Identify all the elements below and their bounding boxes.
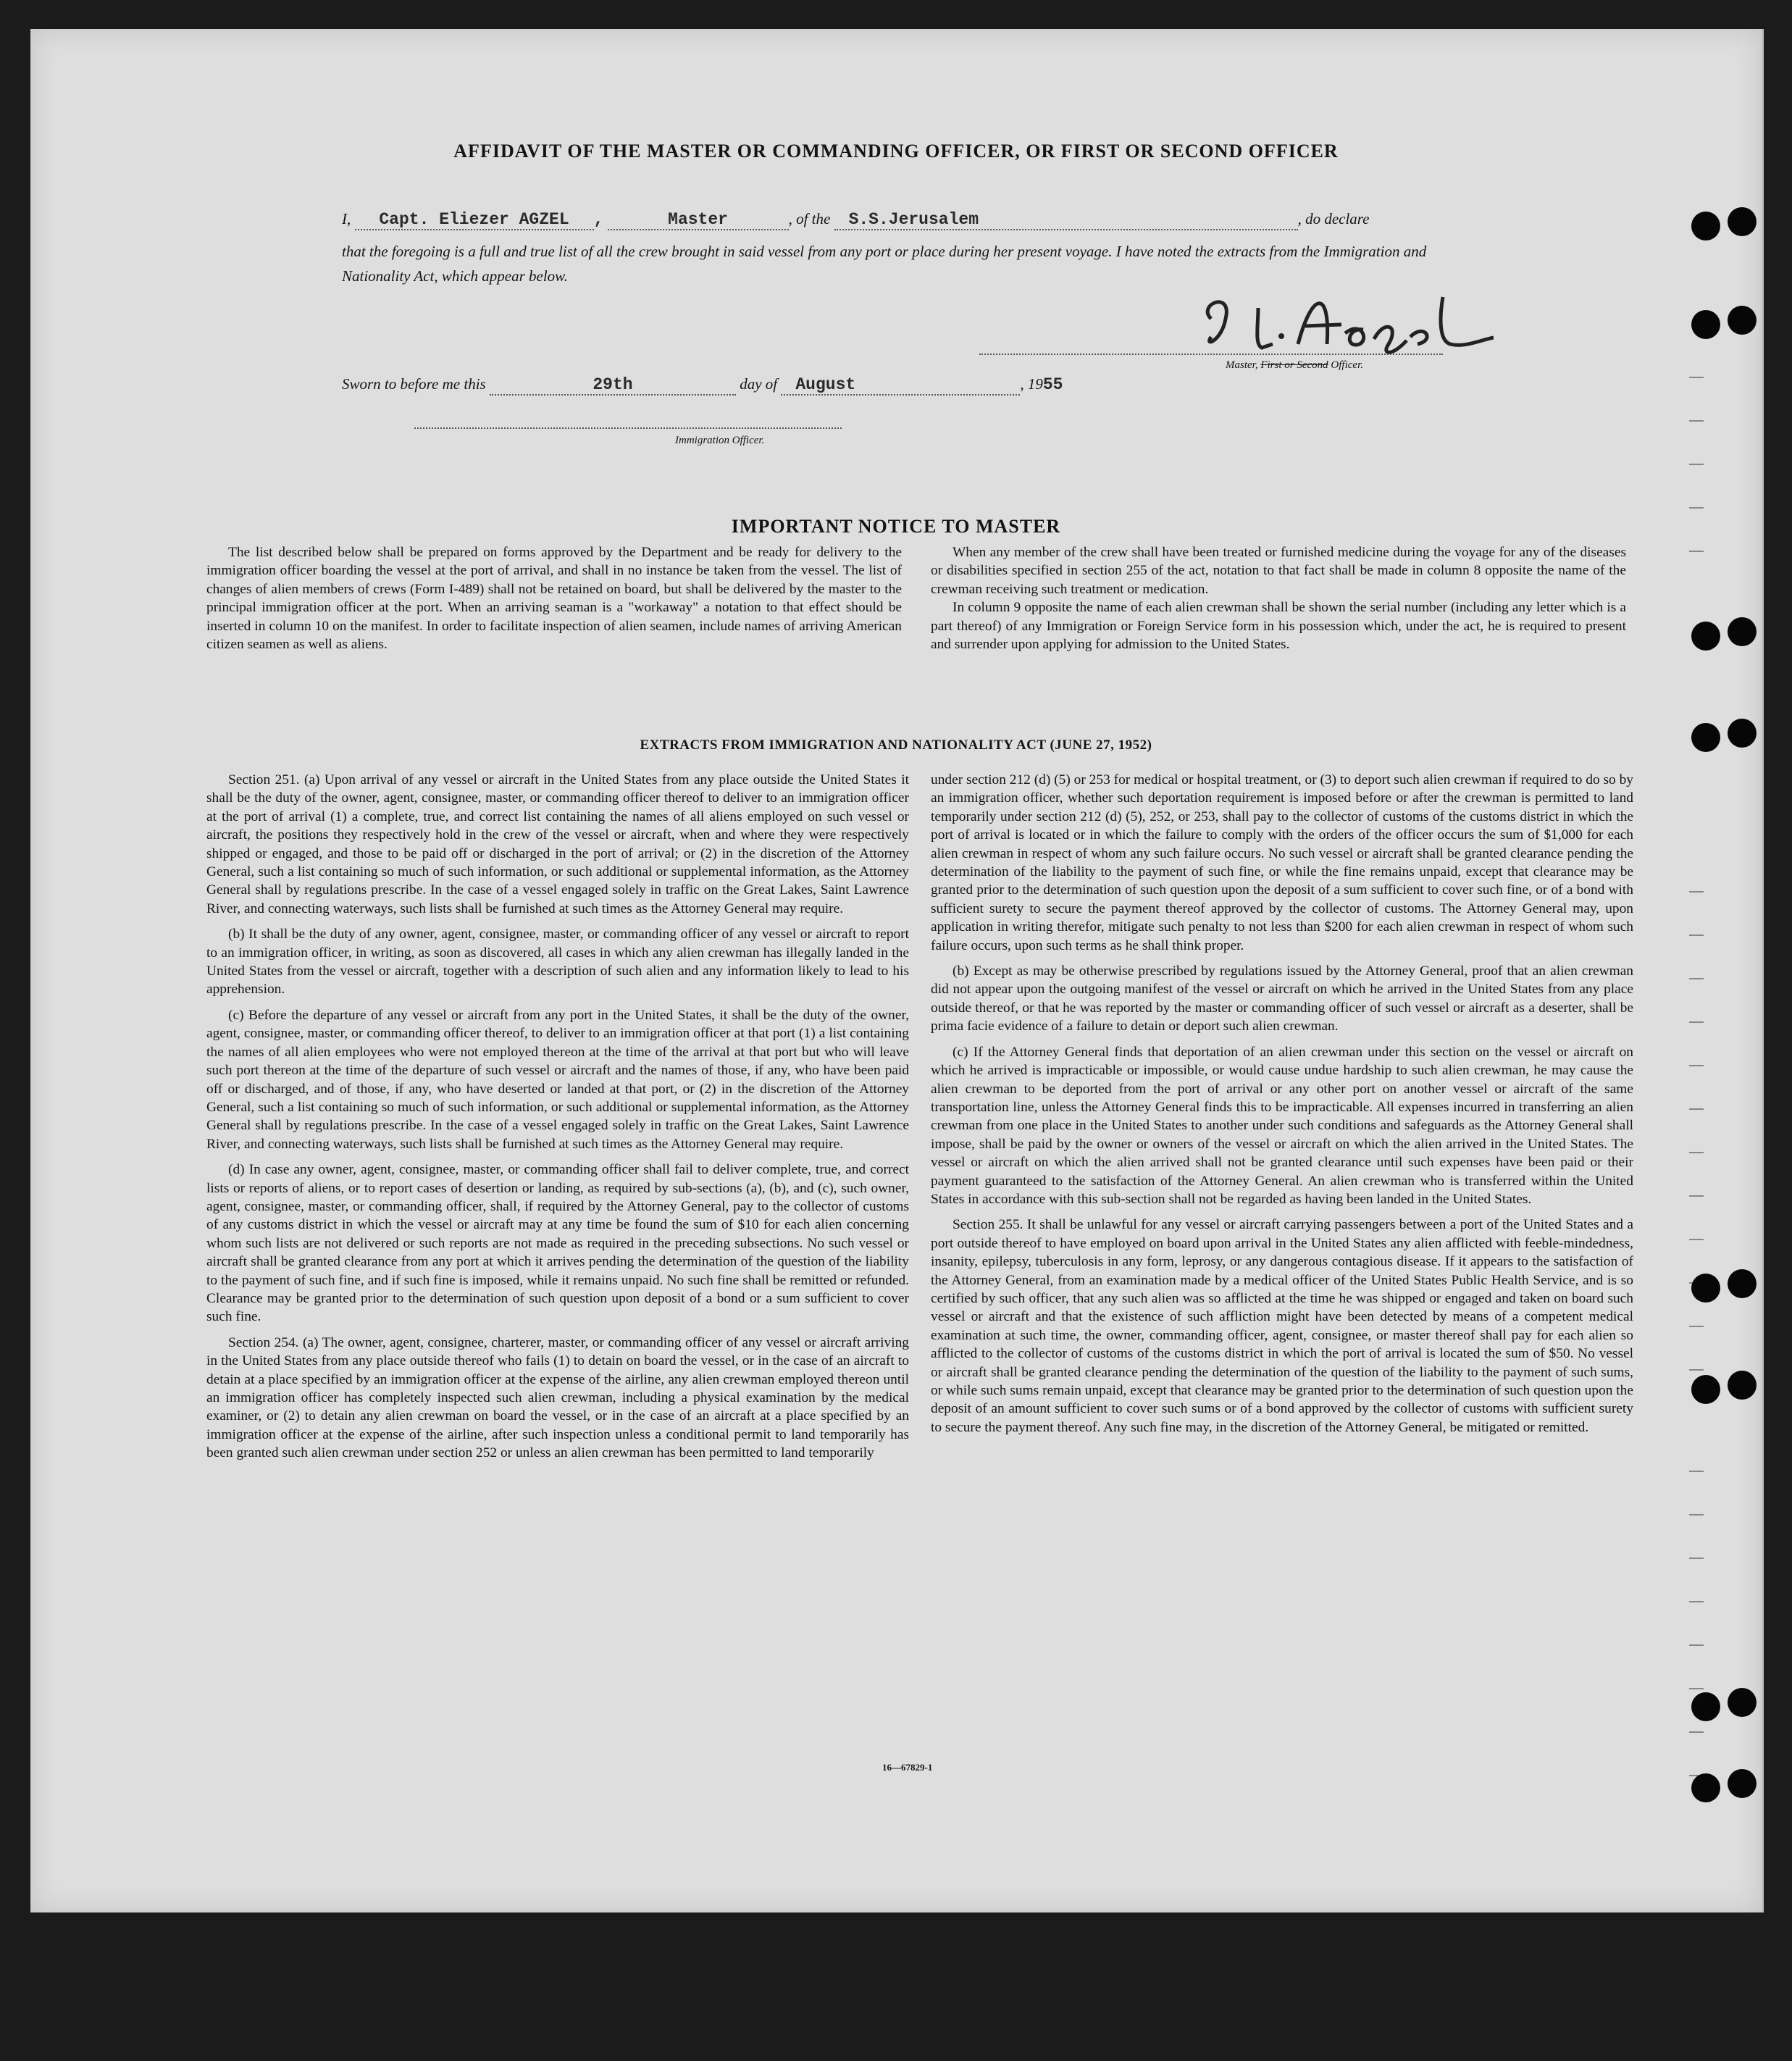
notice-left-column: [206, 543, 902, 653]
punch-hole: [1728, 306, 1757, 335]
vessel-name: S.S.Jerusalem: [834, 210, 1298, 230]
punch-hole: [1691, 1773, 1720, 1802]
immigration-officer-line: [414, 427, 842, 429]
document-page: [30, 29, 1762, 1912]
notice-title: IMPORTANT NOTICE TO MASTER: [731, 516, 1061, 537]
do-declare-label: , do declare: [1297, 210, 1370, 227]
sworn-month: August: [781, 375, 1020, 396]
margin-tick: [1689, 1514, 1704, 1516]
caption-officer: Officer.: [1331, 359, 1363, 371]
margin-tick: [1689, 1326, 1704, 1327]
margin-tick: [1689, 1152, 1704, 1153]
master-name: Capt. Eliezer AGZEL: [355, 210, 594, 230]
margin-tick: [1689, 464, 1704, 465]
extracts-title: EXTRACTS FROM IMMIGRATION AND NATIONALITY ACT (JUNE 27, 1952): [640, 737, 1152, 753]
section-254a-continued: under section 212 (d) (5) or 253 for medical or hospital treatment, or (3) to deport such alien crewman if required to do so by an immigration officer, whether such deportation requirement is imposed before or after the crewman is permitted to land temporarily under section 212 (d) (5), 252, or 253, shall pay to the collector of customs of the customs district in which the port of arrival is located or in which the failure to comply with the orders of the officer occurs the sum of $1,000 for each alien crewman in respect of whom any such failure occurs. No such vessel or aircraft shall be granted clearance pending the determination of the liability to the payment of such fine, or while the fine remains unpaid, except that clearance may be granted prior to the determination of such question upon the deposit of a sum sufficient to cover such fine, or of a bond with sufficient surety to secure the payment thereof approved by the collector of customs. The Attorney General may, upon application in writing therefor, mitigate such penalty to not less than $200 for each alien crewman in respect of whom such failure occurs, upon such terms as he shall think proper.: [931, 772, 1633, 953]
margin-tick: [1689, 978, 1704, 979]
punch-hole: [1691, 310, 1720, 339]
section-251c: (c) Before the departure of any vessel or aircraft from any port in the United States, it shall be the duty of the owner, agent, consignee, master, or commanding officer thereof, to deliver to an immigration officer at that port (1) a list containing the names of all alien employees who were not employed thereon at the time of the arrival at that port but who will leave such port thereon at the time of the departure of such vessel or aircraft and the names of those, if any, who have been paid off or discharged, and of those, if any, who have deserted or landed at that port, or (2) in the discretion of the Attorney General, such a list containing so much of such information, or such additional or supplemental information, as the Attorney General shall by regulations prescribe. In the case of a vessel engaged solely in traffic on the Great Lakes, Saint Lawrence River, and connecting waterways, such lists shall be furnished at such times as the Attorney General may require.: [206, 1007, 909, 1152]
notice-right-column: [931, 543, 1626, 653]
section-254b: (b) Except as may be otherwise prescribed by regulations issued by the Attorney General, proof that an alien crewman did not appear upon the outgoing manifest of the vessel or aircraft on which he arrived in the United States from any place outside thereof, or that he was reported by the master or commanding officer of such vessel or aircraft as a deserter, shall be prima facie evidence of a failure to detain or deport such alien crewman.: [931, 963, 1633, 1034]
margin-tick: [1689, 1644, 1704, 1646]
sworn-label: Sworn to before me this: [342, 375, 486, 393]
signature-caption: [1226, 359, 1363, 372]
year-prefix: , 19: [1020, 375, 1043, 393]
margin-tick: [1689, 1471, 1704, 1472]
declaration-line: [342, 210, 1515, 230]
punch-hole: [1691, 1274, 1720, 1303]
punch-hole: [1691, 723, 1720, 752]
sworn-day: 29th: [490, 375, 736, 396]
notice-left-paragraph: The list described below shall be prepared on forms approved by the Department and be ready for delivery to the immigration officer boarding the vessel at the port of arrival, and shall in no instance be taken from the vessel. The list of changes of alien members of crews (Form I-489) shall not be retained on board, but shall be delivered by the master to the principal immigration officer at the port. When an arriving seaman is a "workaway" a notation to that effect should be inserted in column 10 on the manifest. In order to facilitate inspection of alien seamen, include names of arriving American citizen seamen as well as aliens.: [206, 545, 902, 653]
margin-tick: [1689, 507, 1704, 509]
section-254a: Section 254. (a) The owner, agent, consignee, charterer, master, or commanding officer of any vessel or aircraft arriving in the United States from any place outside thereof who fails (1) to detain on board the vessel, or in the case of an aircraft to detain at a place specified by an immigration officer at the expense of the airline, any alien crewman employed thereon until an immigration officer has completely inspected such alien crewman, including a physical examination by the medical examiner, or (2) to detain any alien crewman on board the vessel, or in the case of an aircraft at a place specified by an immigration officer at the expense of the airline, after such inspection unless a conditional permit to land temporarily has been granted such alien crewman under section 252 or unless an alien crewman has been permitted to land temporarily: [206, 1334, 909, 1461]
day-of-label: day of: [740, 375, 778, 393]
immigration-officer-caption: Immigration Officer.: [675, 435, 765, 446]
caption-struck: First or Second: [1260, 359, 1328, 371]
punch-hole: [1728, 1371, 1757, 1400]
margin-tick: [1689, 551, 1704, 552]
section-255: Section 255. It shall be unlawful for any vessel or aircraft carrying passengers between a port of the United States and a port outside thereof to have employed on board upon arrival in the United States any alien afflicted with feeble-mindedness, insanity, epilepsy, tuberculosis in any form, leprosy, or any dangerous contagious disease. If it appears to the satisfaction of the Attorney General, from an examination made by a medical officer of the United States Public Health Service, and is so certified by such officer, that any such alien was so afflicted at the time he was shipped or engaged and taken on board such vessel or aircraft and that the existence of such affliction might have been detected by means of a competent medical examination at such time, the owner, commanding officer, agent, consignee, or master thereof shall pay for each alien so afflicted to the collector of customs of the customs district in which the port of arrival is located the sum of $50. No vessel or aircraft shall be granted clearance pending the determination of the question of the liability to the payment of such sums, or while such sums remain unpaid, except that clearance may be granted prior to the determination of such question upon the deposit of an amount sufficient to cover such sums or of a bond approved by the collector of customs with sufficient surety to secure the payment thereof. Any such fine may, in the discretion of the Attorney General, be mitigated or remitted.: [931, 1217, 1633, 1435]
margin-tick: [1689, 1021, 1704, 1023]
section-251d: (d) In case any owner, agent, consignee, master, or commanding officer shall fail to deliver complete, true, and correct lists or reports of aliens, or to report cases of desertion or landing, as required by sub-sections (a), (b), and (c), such owner, agent, consignee, master, or commanding officer, shall, if required by the Attorney General, pay to the collector of customs of any customs district in which the vessel or aircraft may at any time be found the sum of $10 for each alien concerning whom such lists are not delivered or such reports are not made as required in the preceding subsections. No such vessel or aircraft shall be granted clearance from any port at which it arrives pending the determination of the question of the liability to the payment of such fine, and if such fine is imposed, while it remains unpaid. No such fine shall be remitted or refunded. Clearance may be granted prior to the determination of such question upon deposit of a bond or a sum sufficient to cover such fine.: [206, 1162, 909, 1325]
section-254c: (c) If the Attorney General finds that deportation of an alien crewman under this section on the vessel or aircraft on which he arrived is impracticable or impossible, or would cause undue hardship to such alien crewman, he may cause the alien crewman to be deported from the port of arrival or any other port on another vessel or aircraft of the same transportation line, unless the Attorney General finds this to be impracticable. All expenses incurred in transferring an alien crewman from one place in the United States to another under such conditions and safeguards as the Attorney General shall impose, shall be paid by the owner or owners of the vessel or aircraft on which the alien arrived in the United States. The vessel or aircraft on which the alien arrived shall not be granted clearance until such expenses have been paid or their payment guaranteed to the satisfaction of the Attorney General. An alien crewman who is transferred within the United States in accordance with this sub-section shall not be regarded as having been landed in the United States.: [931, 1044, 1633, 1207]
section-251b: (b) It shall be the duty of any owner, agent, consignee, master, or commanding officer of any vessel or aircraft to report to an immigration officer, in writing, as soon as discovered, all cases in which any alien crewman has illegally landed in the United States from the vessel or aircraft, together with a description of such alien and any information likely to lead to his apprehension.: [206, 927, 909, 998]
caption-master: Master,: [1226, 359, 1258, 371]
margin-tick: [1689, 1195, 1704, 1197]
section-251a: Section 251. (a) Upon arrival of any vessel or aircraft in the United States from any place outside the United States it shall be the duty of the owner, agent, consignee, master, or commanding officer thereof to deliver to an immigration officer at the port of arrival (1) a complete, true, and correct list containing the names of all aliens employed on such vessel or aircraft, the positions they respectively hold in the crew of the vessel or aircraft, when and where they were respectively shipped or engaged, and those to be paid off or discharged in the port of arrival; or (2) in the discretion of the Attorney General, such a list containing so much of such information, or such additional or supplemental information, as the Attorney General shall by regulations prescribe. In the case of a vessel engaged solely in traffic on the Great Lakes, Saint Lawrence River, and connecting waterways, such lists shall be furnished at such times as the Attorney General may require.: [206, 772, 909, 916]
margin-tick: [1689, 1108, 1704, 1110]
margin-tick: [1689, 891, 1704, 892]
punch-hole: [1728, 1769, 1757, 1798]
punch-hole: [1728, 1688, 1757, 1717]
margin-tick: [1689, 1601, 1704, 1602]
punch-hole: [1691, 1375, 1720, 1404]
notice-right-paragraph-2: In column 9 opposite the name of each alien crewman shall be shown the serial number (including any letter which is a part thereof) of any Immigration or Foreign Service form in his possession which, under the act, he is required to present and surrender upon applying for admission to the United States.: [931, 600, 1626, 653]
margin-tick: [1689, 377, 1704, 378]
master-rank: Master: [608, 210, 789, 230]
extracts-right-column: [931, 771, 1633, 1437]
name-comma: ,: [593, 210, 604, 229]
form-number: 16—67829-1: [882, 1762, 933, 1773]
declaration-i: I,: [342, 210, 351, 227]
page-edge: [1762, 29, 1764, 1912]
punch-hole: [1691, 622, 1720, 651]
sworn-year: 55: [1042, 375, 1063, 394]
master-signature: [1189, 275, 1494, 369]
margin-tick: [1689, 1731, 1704, 1733]
declaration-text: that the foregoing is a full and true list of all the crew brought in said vessel from any port or place during her present voyage. I have noted the extracts from the Immigration and Nationality Act, which appear below.: [342, 243, 1427, 285]
punch-hole: [1728, 1269, 1757, 1298]
margin-tick: [1689, 1239, 1704, 1240]
signature-line: [979, 354, 1443, 355]
margin-tick: [1689, 1369, 1704, 1371]
margin-tick: [1689, 1558, 1704, 1559]
margin-tick: [1689, 1688, 1704, 1689]
margin-tick: [1689, 1065, 1704, 1066]
of-the-label: , of the: [788, 210, 831, 227]
margin-tick: [1689, 420, 1704, 422]
sworn-line: [342, 375, 1063, 396]
punch-hole: [1691, 212, 1720, 241]
notice-right-paragraph-1: When any member of the crew shall have been treated or furnished medicine during the voyage for any of the diseases or disabilities specified in section 255 of the act, notation to that fact shall be made in column 8 opposite the name of the crewman receiving such treatment or medication.: [931, 545, 1626, 597]
margin-tick: [1689, 935, 1704, 936]
affidavit-title: AFFIDAVIT OF THE MASTER OR COMMANDING OFFICER, OR FIRST OR SECOND OFFICER: [453, 141, 1339, 162]
punch-hole: [1728, 617, 1757, 646]
punch-hole: [1728, 207, 1757, 236]
punch-hole: [1728, 719, 1757, 748]
punch-hole: [1691, 1692, 1720, 1721]
extracts-left-column: [206, 771, 909, 1463]
